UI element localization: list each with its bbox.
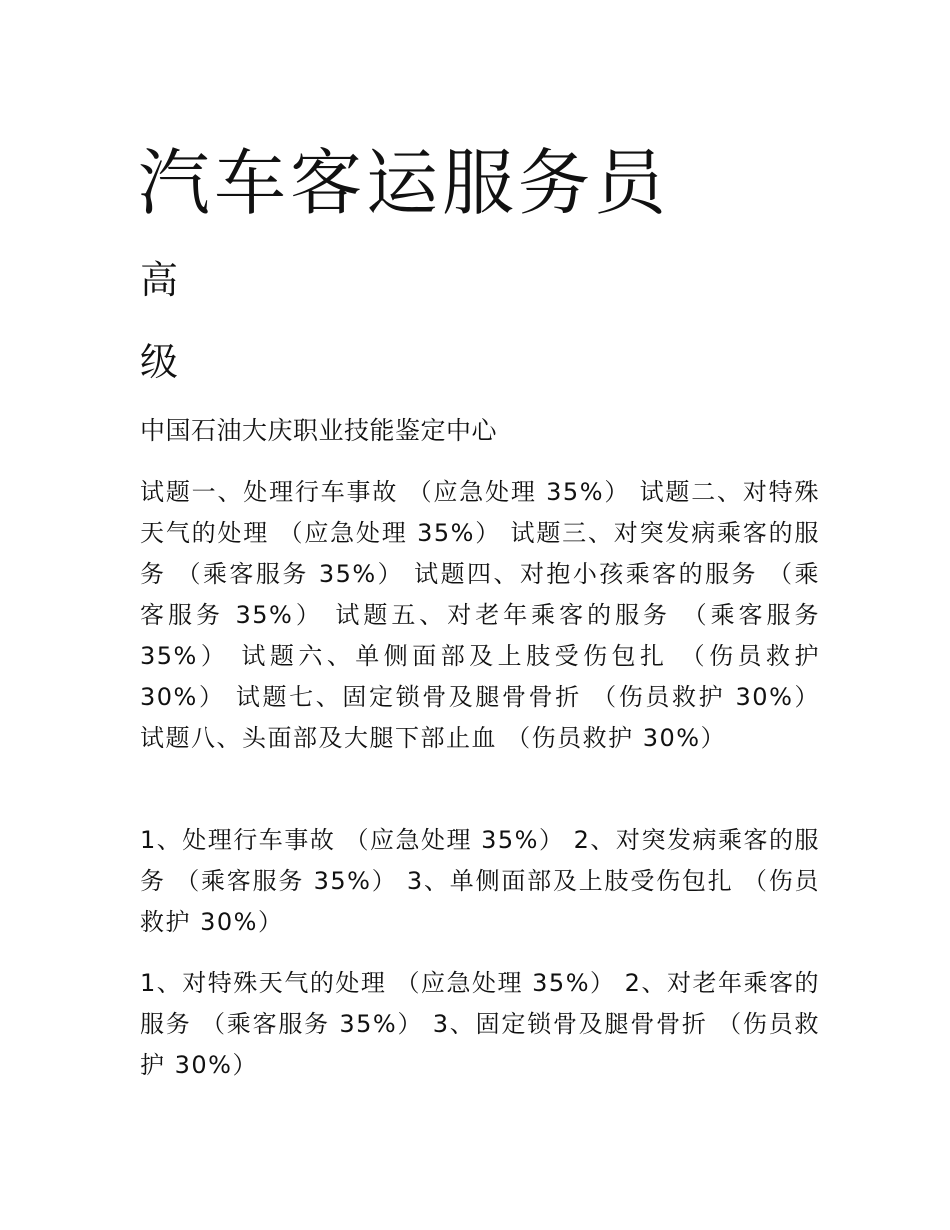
exam-set-1-paragraph: 1、处理行车事故 （应急处理 35%） 2、对突发病乘客的服务 （乘客服务 35%） 3、单侧面部及上肢受伤包扎 （伤员救护 30%） [140,826,820,936]
exam-set-2-paragraph: 1、对特殊天气的处理 （应急处理 35%） 2、对老年乘客的服务 （乘客服务 35%） 3、固定锁骨及腿骨骨折 （伤员救护 30%） [140,969,820,1079]
level-char-2: 级 [140,340,179,384]
document-title: 汽车客运服务员 [138,141,671,225]
level-char-1: 高 [140,258,179,302]
organization-name: 中国石油大庆职业技能鉴定中心 [140,416,498,445]
exam-topics-paragraph: 试题一、处理行车事故 （应急处理 35%） 试题二、对特殊天气的处理 （应急处理 35%） 试题三、对突发病乘客的服务 （乘客服务 35%） 试题四、对抱小孩乘客的服务 （乘客服务 35%） 试题五、对老年乘客的服务 （乘客服务 35%） 试题六、单侧面部及上肢受伤包扎 （伤员救护 30%） 试题七、固定锁骨及腿骨骨折 （伤员救护 30%） 试题八、头面部及大腿下部止血 （伤员救护 30%） [140,478,820,752]
